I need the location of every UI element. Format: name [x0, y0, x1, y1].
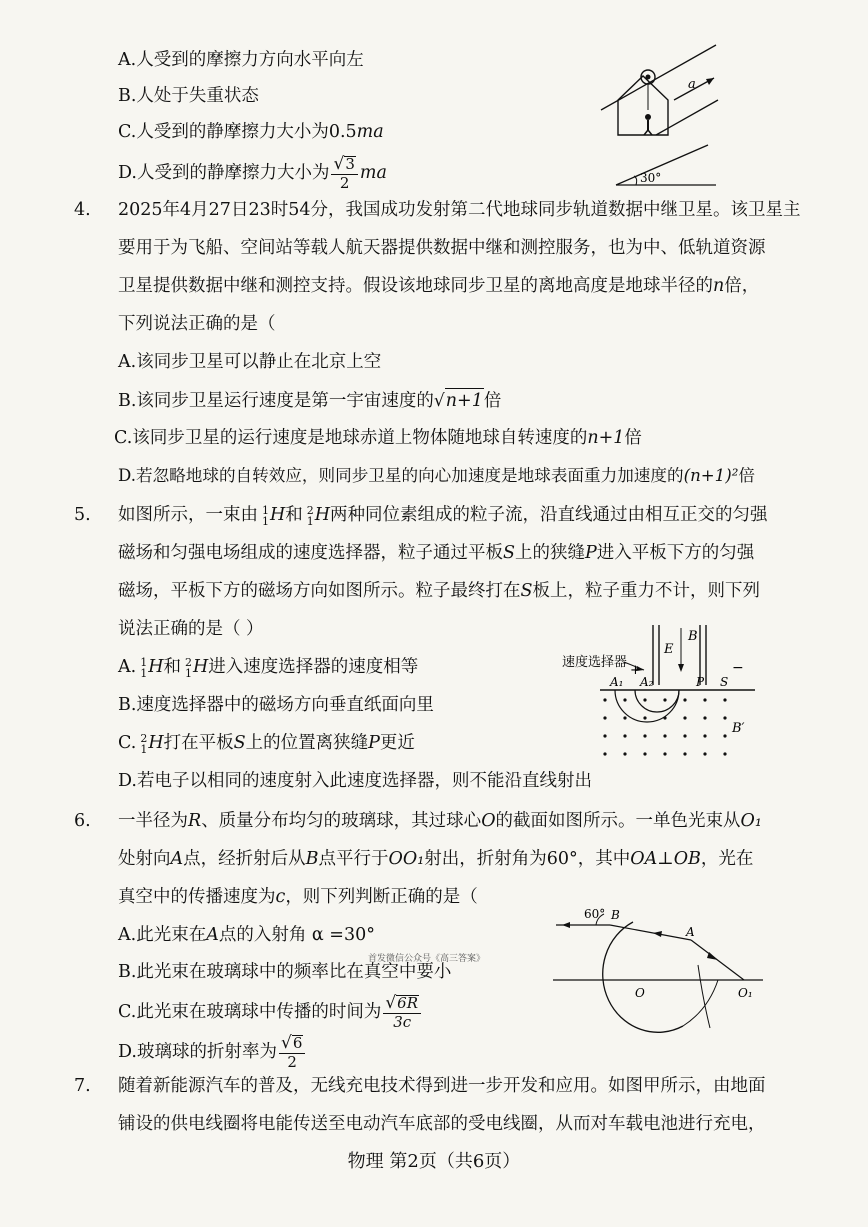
- q5-stem-line-2: [118, 541, 754, 565]
- q5-figure-e-label: E: [664, 642, 674, 657]
- q7-stem-line-1: 随着新能源汽车的普及，无线充电技术得到进一步开发和应用。如图甲所示，由地面: [118, 1076, 766, 1096]
- q4-option-d-post: 倍: [738, 466, 755, 485]
- q6-stem-line-1: 一半径为R、质量分布均匀的玻璃球，其过球心O的截面如图所示。一单色光束从O₁: [118, 811, 762, 831]
- q7-number: 7.: [74, 1076, 91, 1096]
- q5-figure-s-label: S: [720, 675, 729, 689]
- q5-stem-line-4: 说法正确的是（ ）: [118, 619, 264, 639]
- q6-option-c-fraction: $\frac{√6R}{3c}$: [383, 995, 421, 1030]
- q6-number: 6.: [74, 811, 91, 831]
- q4-number: 4.: [74, 200, 91, 220]
- q5-stem-line-3: [118, 579, 760, 603]
- q4-option-a: A.该同步卫星可以静止在北京上空: [118, 352, 382, 372]
- q5-number: 5.: [74, 505, 91, 525]
- q5-figure-velocity-selector: [560, 620, 760, 770]
- q5-stem-2c: 进入平板下方的匀强: [596, 543, 755, 563]
- q6-option-d-fraction: $\frac{√6}{2}$: [279, 1035, 305, 1070]
- q4-stem-var: n: [713, 276, 725, 296]
- q5-figure-a1-label: A₁: [610, 675, 624, 689]
- q6-figure-o-label: O: [635, 986, 645, 1000]
- q5-figure-p-label: P: [696, 675, 705, 689]
- q5-isotope-h2-symbol: H: [314, 505, 331, 525]
- q6-option-b: B.此光束在玻璃球中的频率比在真空中要小: [118, 962, 452, 982]
- q3-option-d-var: ma: [359, 163, 387, 183]
- q5-isotope-h1-symbol: H: [270, 505, 286, 525]
- q4-stem-line-3: [118, 274, 759, 298]
- q5-figure-minus: −: [732, 660, 744, 676]
- q3-option-c-var: ma: [356, 122, 384, 142]
- q3-option-b: B.人处于失重状态: [118, 86, 259, 106]
- q5-isotope-h2: 2 1: [306, 503, 314, 528]
- q4-option-d-expr: (n+1)²: [683, 466, 739, 485]
- q4-option-b-text: B.该同步卫星运行速度是第一宇宙速度的: [118, 391, 434, 411]
- q5-stem-2a: 磁场和匀强电场组成的速度选择器，粒子通过平板: [118, 543, 503, 563]
- q3-option-d: [118, 155, 387, 191]
- q4-option-b-radical: n+1: [445, 388, 484, 413]
- page-footer: 物理 第2页（共6页）: [347, 1151, 521, 1172]
- q6-watermark: 首发微信公众号《高三答案》: [368, 954, 486, 964]
- q5-option-c-p: P: [368, 733, 380, 753]
- q6-figure-glass-sphere: [548, 900, 768, 1035]
- q6-figure-angle: 60°: [584, 907, 606, 921]
- q5-stem-1c: 两种同位素组成的粒子流，沿直线通过由相互正交的匀强: [330, 505, 768, 525]
- q5-stem-2b: 上的狭缝: [515, 543, 585, 563]
- q5-stem-3a: 磁场，平板下方的磁场方向如图所示。粒子最终打在: [118, 581, 521, 601]
- q5-stem-1b: 和: [285, 505, 303, 525]
- q4-option-c-expr: n+1: [587, 428, 625, 448]
- q3-option-d-text: D.人受到的静摩擦力大小为: [118, 163, 330, 183]
- q4-option-c: [114, 426, 642, 450]
- q4-option-c-post: 倍: [624, 428, 642, 448]
- q3-option-d-den: 2: [339, 174, 350, 192]
- q6-option-c: C.此光束在玻璃球中传播的时间为 $\frac{√6R}{3c}$: [118, 994, 423, 1030]
- q5-stem-s: S: [503, 543, 515, 563]
- q5-stem-1a: 如图所示，一束由: [118, 505, 258, 525]
- q5-option-c-s: S: [233, 733, 246, 753]
- q6-stem-line-3: 真空中的传播速度为c，则下列判断正确的是（: [118, 887, 478, 907]
- q5-isotope-h1: 1 1: [262, 503, 269, 528]
- q4-option-b: B.该同步卫星运行速度是第一宇宙速度的√n+1倍: [118, 388, 501, 413]
- q5-stem-line-1: [118, 503, 768, 527]
- q5-option-a-pre: A.: [118, 657, 137, 677]
- q6-option-d: D.玻璃球的折射率为 $\frac{√6}{2}$: [118, 1034, 307, 1070]
- q6-stem-line-2: 处射向A点，经折射后从B点平行于OO₁射出，折射角为60°，其中OA⊥OB，光在: [118, 849, 754, 869]
- q6-figure-o1-label: O₁: [738, 986, 753, 1000]
- q4-stem-line-2: 要用于为飞船、空间站等载人航天器提供数据中继和测控服务，也为中、低轨道资源: [118, 238, 766, 258]
- q5-figure-bprime-label: B′: [732, 721, 745, 736]
- q5-option-a-post: 进入速度选择器的速度相等: [208, 657, 419, 677]
- q5-option-c-mid: 打在平板: [163, 733, 234, 753]
- q5-option-c-pre: C.: [118, 733, 137, 753]
- q3-option-a: A.人受到的摩擦力方向水平向左: [118, 50, 364, 70]
- q3-option-c: [118, 120, 384, 144]
- q5-option-a: A. 1 1 H和 2 1 H进入速度选择器的速度相等: [118, 655, 419, 680]
- q4-stem-line-1: 2025年4月27日23时54分，我国成功发射第二代地球同步轨道数据中继卫星。该卫星主: [118, 200, 801, 220]
- q5-stem-3b: 板上，粒子重力不计，则下列: [532, 581, 760, 601]
- q3-option-c-text: C.人受到的静摩擦力大小为0.5: [118, 122, 357, 142]
- q6-option-a: A.此光束在A点的入射角 α =30°: [118, 925, 375, 945]
- q5-figure-plus: +: [630, 663, 641, 678]
- q4-option-d-text: D.若忽略地球的自转效应，则同步卫星的向心加速度是地球表面重力加速度的: [118, 466, 684, 485]
- q3-figure-angle-label: 30°: [640, 171, 662, 185]
- q5-figure-selector-label: 速度选择器: [562, 655, 628, 670]
- q4-stem-line-4: 下列说法正确的是（: [118, 314, 276, 334]
- q4-option-b-post: 倍: [483, 391, 502, 411]
- q5-option-a-mid: 和: [163, 657, 181, 677]
- q5-option-b: B.速度选择器中的磁场方向垂直纸面向里: [118, 695, 434, 715]
- q5-figure-b-label: B: [688, 629, 698, 644]
- q5-option-c: C. 2 1 H打在平板S上的位置离狭缝P更近: [118, 731, 415, 756]
- q5-option-d: D.若电子以相同的速度射入此速度选择器，则不能沿直线射出: [118, 771, 592, 791]
- q4-stem-line-3-text: 卫星提供数据中继和测控支持。假设该地球同步卫星的离地高度是地球半径的: [118, 276, 713, 296]
- q4-option-c-text: C.该同步卫星的运行速度是地球赤道上物体随地球自转速度的: [114, 428, 588, 448]
- q5-stem-s2: S: [520, 581, 533, 601]
- q6-figure-b-label: B: [611, 908, 620, 922]
- q3-figure-incline: [596, 40, 721, 190]
- q6-figure-a-label: A: [686, 925, 695, 939]
- q5-stem-p: P: [585, 543, 597, 563]
- q5-option-c-post: 更近: [379, 733, 415, 753]
- q7-stem-line-2: 铺设的供电线圈将电能传送至电动汽车底部的受电线圈，从而对车载电池进行充电，: [118, 1114, 766, 1134]
- q5-figure-a2-label: A₂: [640, 675, 654, 689]
- q3-figure-accel-label: a: [688, 77, 696, 92]
- q5-option-c-mid2: 上的位置离狭缝: [245, 733, 369, 753]
- q3-option-d-num: 3: [345, 155, 355, 173]
- q3-option-d-fraction: $\frac{√3}{2}$: [331, 156, 357, 191]
- q4-stem-tail: 倍，: [724, 276, 760, 296]
- q4-option-d: [118, 464, 755, 488]
